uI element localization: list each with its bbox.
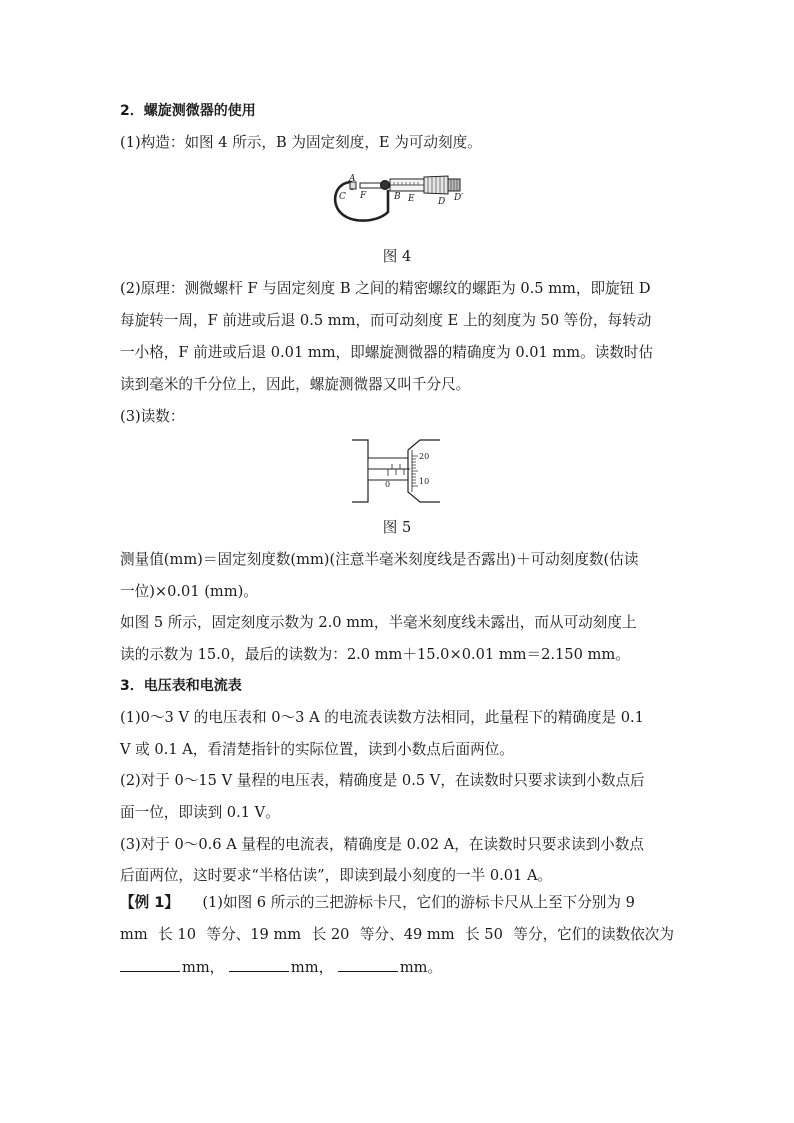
section-heading-micrometer: 2．螺旋测微器的使用: [120, 103, 256, 119]
example-1-answer-line: [120, 957, 442, 978]
meters-p1-line-2: V 或 0.1 A，看清楚指针的实际位置，读到小数点后面两位。: [120, 741, 514, 758]
figure-5-caption: 图 5: [382, 519, 412, 536]
example-1-word: 长 10: [158, 926, 196, 943]
meters-p2-line-1: (2)对于 0～15 V 量程的电压表，精确度是 0.5 V，在读数时只要求读到小数点后: [120, 772, 645, 789]
example-1-line-2: [120, 925, 674, 945]
example-1-word: 长 20: [311, 926, 350, 943]
label-F: F: [360, 191, 367, 201]
label-E: E: [408, 194, 415, 204]
section-heading-meters: 3．电压表和电流表: [120, 678, 242, 694]
label-D: D: [438, 197, 446, 207]
example-1-label: 【例 1】: [120, 894, 180, 911]
meters-p2-line-2: 面一位，即读到 0.1 V。: [120, 804, 280, 821]
scale-label-20: 20: [419, 452, 430, 461]
formula-line-1: 测量值(mm)＝固定刻度数(mm)(注意半毫米刻度线是否露出)＋可动刻度数(估读: [120, 551, 639, 568]
label-B: B: [394, 192, 401, 202]
answer-blank-2[interactable]: [229, 957, 289, 972]
label-C: C: [339, 192, 346, 202]
micrometer-reading-figure: [348, 436, 444, 506]
scale-label-10: 10: [419, 477, 430, 486]
label-Dprime: D′: [454, 193, 464, 203]
answer-blank-3[interactable]: [338, 957, 398, 972]
formula-line-2: 一位)×0.01 (mm)。: [120, 583, 258, 600]
answer-unit-1: mm，: [182, 959, 225, 976]
meters-p3-line-1: (3)对于 0～0.6 A 量程的电流表，精确度是 0.02 A，在读数时只要求读到小数点: [120, 836, 644, 853]
meters-p3-line-2: 后面两位，这时要求“半格估读”，即读到最小刻度的一半 0.01 A。: [120, 867, 553, 884]
reading-title: (3)读数：: [120, 408, 185, 425]
example-1-word: mm: [120, 926, 148, 943]
answer-unit-2: mm，: [290, 959, 334, 976]
example-1-question: (1)如图 6 所示的三把游标卡尺，它们的游标卡尺从上至下分别为 9: [202, 894, 635, 911]
example-line-1: 如图 5 所示，固定刻度示数为 2.0 mm，半毫米刻度线未露出，而从可动刻度上: [120, 614, 637, 631]
construction-text: (1)构造：如图 4 所示，B 为固定刻度，E 为可动刻度。: [120, 134, 482, 151]
meters-p1-line-1: (1)0～3 V 的电压表和 0～3 A 的电流表读数方法相同，此量程下的精确度是 0.1: [120, 709, 644, 726]
scale-label-0: 0: [385, 480, 391, 489]
example-1-word: 等分，它们的读数依次为: [513, 926, 674, 943]
principle-line-2: 每旋转一周，F 前进或后退 0.5 mm，而可动刻度 E 上的刻度为 50 等份，每转动: [120, 312, 652, 329]
figure-4-caption: 图 4: [382, 248, 412, 265]
answer-blank-1[interactable]: [120, 957, 180, 972]
micrometer-figure: [330, 168, 470, 230]
example-1-word: 长 50: [465, 926, 503, 943]
example-line-2: 读的示数为 15.0，最后的读数为：2.0 mm＋15.0×0.01 mm＝2.150 mm。: [120, 646, 630, 663]
label-A: A: [349, 174, 356, 184]
principle-line-3: 一小格，F 前进或后退 0.01 mm，即螺旋测微器的精确度为 0.01 mm。读数时估: [120, 344, 654, 361]
example-1-word: 等分、19 mm: [206, 926, 302, 943]
example-1-line-1: [120, 893, 635, 913]
example-1-word: 等分、49 mm: [359, 926, 455, 943]
principle-line-4: 读到毫米的千分位上，因此，螺旋测微器又叫千分尺。: [120, 376, 471, 393]
principle-line-1: (2)原理：测微螺杆 F 与固定刻度 B 之间的精密螺纹的螺距为 0.5 mm，即旋钮 D: [120, 280, 651, 297]
answer-unit-3: mm。: [399, 959, 443, 976]
